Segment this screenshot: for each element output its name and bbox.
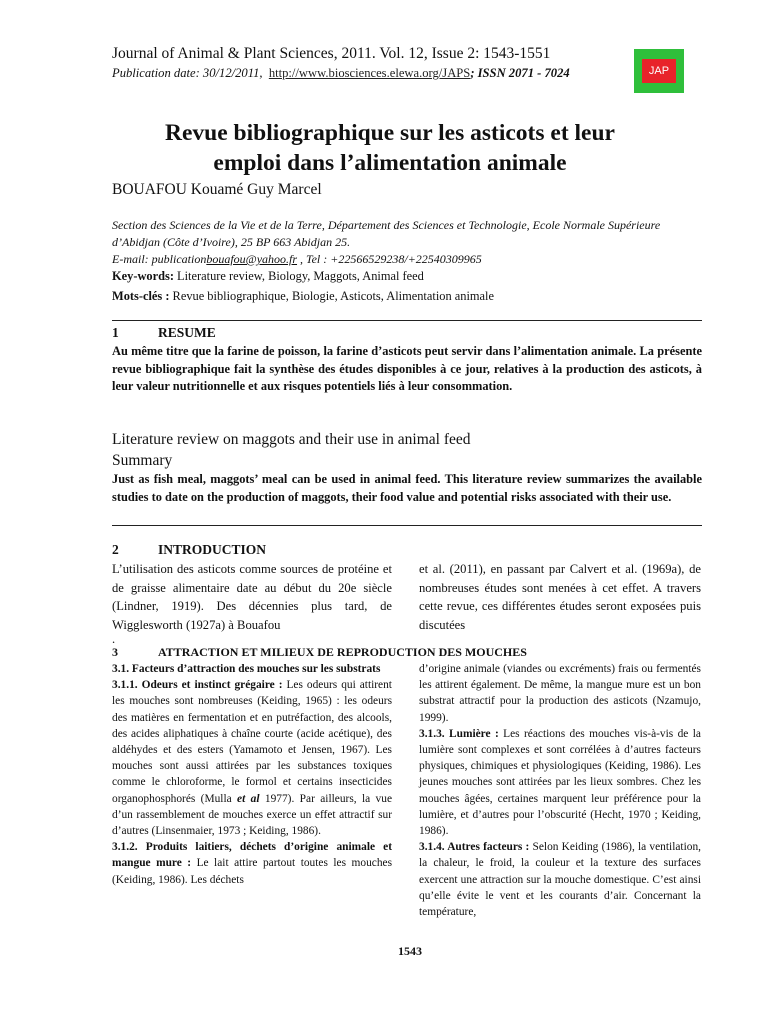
- email-link[interactable]: bouafou@yahoo.fr: [206, 252, 298, 266]
- paragraph-3-1-1-etal: et al: [231, 792, 260, 805]
- article-title-line2: emploi dans l’alimentation animale: [213, 150, 567, 176]
- motscles: Revue bibliographique, Biologie, Asticots, Alimentation animale: [169, 289, 494, 303]
- divider: [112, 525, 702, 526]
- summary-heading: Summary: [112, 452, 173, 469]
- resume-heading: [112, 325, 702, 341]
- introduction-left-dot: .: [112, 632, 116, 646]
- section3-left-column: [112, 661, 392, 888]
- paragraph-3-1-1-text2: 1977). Par ailleurs, la vue d’un rassemblement de mouches exerce un effet attractif sur d’autres (Linsenmaier, 1973 ; Keiding, 1986).: [112, 792, 392, 838]
- motscles-label: Mots-clés :: [112, 289, 170, 303]
- paragraph-3-1-2-continued: d’origine animale (viandes ou excréments) frais ou fermentés les attirent également. De même, la mangue mure est un bon substrat attractif pour la production des asticots (Nzamujo, 1999).: [419, 663, 701, 724]
- introduction-right-text: et al. (2011), en passant par Calvert et al. (1969a), de nombreuses études sont menées à cet effet. A travers cette revue, ces différentes études seront exposées puis discutées: [419, 562, 701, 632]
- phone: , Tel : +22566529238/+22540309965: [297, 252, 482, 266]
- email-prefix: E-mail: publication: [112, 252, 207, 266]
- paragraph-3-1-3-text: Les réactions des mouches vis-à-vis de la lumière sont complexes et sont corrélées à d’autres facteurs physiques, chimiques et physiologiques (Keiding, 1986). Les jeunes mouches sont attirées par les lieux sombres. Chez les mouches âgées, certaines marquent leur préférence pour la lumière, et d’autres pour l’obscurité (Hecht, 1970 ; Keiding, 1986).: [419, 727, 701, 838]
- paragraph-3-1-4: [419, 839, 701, 920]
- affiliation-line2: d’Abidjan (Côte d’Ivoire), 25 BP 663 Abidjan 25.: [112, 235, 351, 249]
- keywords-label: Key-words:: [112, 269, 174, 283]
- article-title: [110, 118, 670, 178]
- paragraph-3-1-3-label: 3.1.3. Lumière :: [419, 727, 499, 740]
- motscles-line: [112, 288, 702, 305]
- publication-date: Publication date: 30/12/2011,: [112, 66, 263, 80]
- resume-number: 1: [112, 325, 119, 340]
- introduction-heading: [112, 542, 702, 558]
- keywords-line: [112, 268, 702, 285]
- section3-right-column: [419, 661, 701, 920]
- resume-text: Au même titre que la farine de poisson, la farine d’asticots peut servir dans l’alimentation animale. La présente revue bibliographique fait la synthèse des études disponibles à ce jour, relatives à la production des asticots, à leur valeur nutritionnelle et aux risques potentiels liés à leur consommation.: [112, 344, 702, 394]
- paragraph-3-1-2-text: Le lait attire partout toutes les mouches (Keiding, 1986). Les déchets: [112, 857, 393, 886]
- paragraph-3-1-1: [112, 677, 392, 839]
- paragraph-3-1-1-label: 3.1.1. Odeurs et instinct grégaire :: [112, 679, 283, 692]
- affiliation-line1: Section des Sciences de la Vie et de la Terre, Département des Sciences et Technologie, Ecole Normale Supérieure: [112, 218, 661, 232]
- paragraph-3-1-2: [112, 839, 392, 888]
- paragraph-3-1-2-label: 3.1.2. Produits laitiers, déchets d’origine animale et mangue mure :: [112, 841, 392, 870]
- paragraph-3-1-4-text: Selon Keiding (1986), la ventilation, la chaleur, le froid, la couleur et la texture des surfaces exercent une attraction sur la mouche domestique. C’est ainsi qu’elle évite le vent et les courants d’air. Concernant la température,: [419, 841, 701, 919]
- section3-heading: [112, 645, 702, 660]
- author-name: BOUAFOU Kouamé Guy Marcel: [112, 181, 322, 198]
- introduction-left-text: L’utilisation des asticots comme sources de protéine et de graisse alimentaire date au début du 20e siècle (Lindner, 1919). Des décennies plus tard, de Wigglesworth (1927a) à Bouafou: [112, 562, 392, 632]
- affiliation: [112, 217, 702, 268]
- journal-url-link[interactable]: http://www.biosciences.elewa.org/JAPS: [268, 66, 471, 80]
- keywords: Literature review, Biology, Maggots, Animal feed: [173, 269, 424, 283]
- introduction-number: 2: [112, 542, 119, 557]
- section3-number: 3: [112, 645, 118, 659]
- paragraph-3-1-1-text: Les odeurs qui attirent les mouches sont nombreuses (Keiding, 1965) : les odeurs des matières en fermentation et en putréfaction, des alcools, des acides aliphatiques à chaîne courte (acide acétique), des aldéhydes et des esters (Yamamoto et Jensen, 1967). Les mouches sont aussi attirées par les substances toxiques comme le chloroforme, le formol et certains insecticides organophosphorés (Mulla: [112, 679, 392, 805]
- divider: [112, 320, 702, 321]
- journal-logo: [634, 49, 684, 93]
- introduction-left-column: [112, 560, 392, 644]
- introduction-title: INTRODUCTION: [158, 542, 267, 557]
- paragraph-3-1-4-label: 3.1.4. Autres facteurs :: [419, 841, 530, 854]
- paragraph-3-1-3: [419, 726, 701, 839]
- journal-logo-text: JAP: [642, 59, 676, 83]
- summary-text: Just as fish meal, maggots’ meal can be used in animal feed. This literature review summarizes the available studies to date on the production of maggots, their food value and potential risks associated with their use.: [112, 472, 702, 504]
- publication-line: [112, 66, 632, 81]
- issn: ; ISSN 2071 - 7024: [470, 66, 570, 80]
- subsection-3-1-heading: 3.1. Facteurs d’attraction des mouches sur les substrats: [112, 663, 381, 675]
- article-title-line1: Revue bibliographique sur les asticots et leur: [165, 120, 615, 146]
- english-title: Literature review on maggots and their use in animal feed: [112, 431, 471, 448]
- section3-title: ATTRACTION ET MILIEUX DE REPRODUCTION DES MOUCHES: [158, 645, 527, 659]
- journal-citation: Journal of Animal & Plant Sciences, 2011. Vol. 12, Issue 2: 1543-1551: [112, 45, 551, 62]
- page-number: 1543: [398, 944, 422, 958]
- contact-line: [112, 251, 702, 268]
- resume-title: RESUME: [158, 325, 216, 340]
